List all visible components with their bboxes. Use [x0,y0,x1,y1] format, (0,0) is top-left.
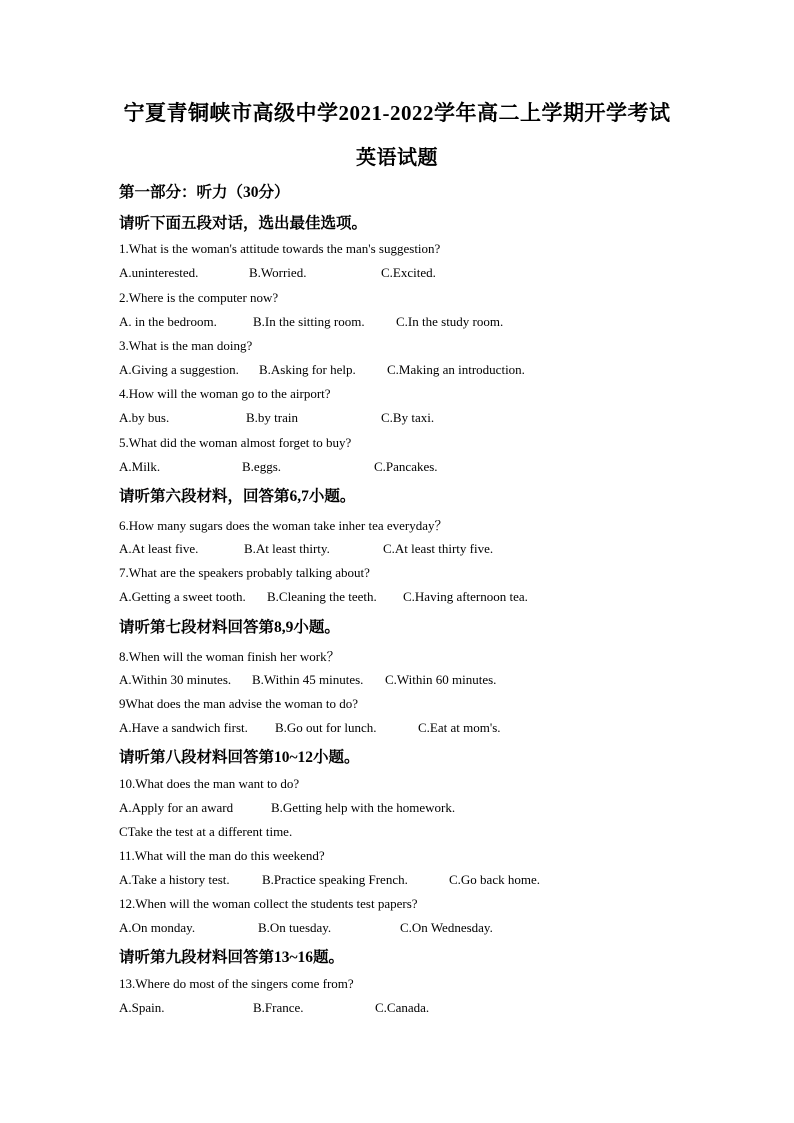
question-11-option-c: C.Go back home. [449,872,540,887]
question-6: 6.How many sugars does the woman take inher tea everyday？ [119,518,448,533]
question-7-option-b: B.Cleaning the teeth. [267,589,377,604]
question-10-option-c: CTake the test at a different time. [119,824,293,839]
question-13: 13.Where do most of the singers come from? [119,976,354,991]
question-8: 8.When will the woman finish her work？ [119,649,340,664]
question-8-option-c: C.Within 60 minutes. [385,672,497,687]
question-6-option-a: A.At least five. [119,541,199,556]
question-7: 7.What are the speakers probably talking about? [119,565,370,580]
question-3-option-b: B.Asking for help. [259,362,356,377]
question-5-option-b: B.eggs. [242,459,281,474]
question-11-option-b: B.Practice speaking French. [262,872,408,887]
question-13-option-a: A.Spain. [119,1000,165,1015]
question-7-option-c: C.Having afternoon tea. [403,589,528,604]
question-6-option-b: B.At least thirty. [244,541,330,556]
question-8-option-a: A.Within 30 minutes. [119,672,232,687]
question-13-option-b: B.France. [253,1000,304,1015]
question-11-option-a: A.Take a history test. [119,872,230,887]
question-2-option-b: B.In the sitting room. [253,314,365,329]
part-heading: 第一部分：听力（30分） [119,184,290,201]
question-9: 9What does the man advise the woman to do? [119,696,358,711]
question-4-option-a: A.by bus. [119,410,170,425]
question-10: 10.What does the man want to do? [119,776,300,791]
question-4: 4.How will the woman go to the airport? [119,386,331,401]
question-1-option-c: C.Excited. [381,265,436,280]
question-7-option-a: A.Getting a sweet tooth. [119,589,246,604]
question-6-option-c: C.At least thirty five. [383,541,494,556]
question-10-option-a: A.Apply for an award [119,800,234,815]
section-instruction: 请听第七段材料回答第8,9小题。 [119,619,340,636]
question-3-option-a: A.Giving a suggestion. [119,362,239,377]
question-9-option-a: A.Have a sandwich first. [119,720,248,735]
question-1-option-b: B.Worried. [249,265,307,280]
question-8-option-b: B.Within 45 minutes. [252,672,364,687]
section-instruction: 请听下面五段对话，选出最佳选项。 [119,215,368,232]
question-9-option-b: B.Go out for lunch. [275,720,377,735]
question-2-option-c: C.In the study room. [396,314,504,329]
section-instruction: 请听第六段材料，回答第6,7小题。 [119,488,356,505]
question-10-option-b: B.Getting help with the homework. [271,800,456,815]
section-instruction: 请听第九段材料回答第13~16题。 [119,949,345,966]
question-1: 1.What is the woman's attitude towards the man's suggestion? [119,241,441,256]
question-4-option-c: C.By taxi. [381,410,435,425]
question-3: 3.What is the man doing? [119,338,253,353]
question-5-option-a: A.Milk. [119,459,161,474]
section-instruction: 请听第八段材料回答第10~12小题。 [119,749,360,766]
question-1-option-a: A.uninterested. [119,265,199,280]
question-5-option-c: C.Pancakes. [374,459,438,474]
question-11: 11.What will the man do this weekend? [119,848,325,863]
question-4-option-b: B.by train [246,410,298,425]
question-2: 2.Where is the computer now? [119,290,279,305]
question-5: 5.What did the woman almost forget to buy? [119,435,352,450]
exam-title: 宁夏青铜峡市高级中学2021-2022学年高二上学期开学考试 [123,101,671,125]
question-13-option-c: C.Canada. [375,1000,430,1015]
question-12-option-a: A.On monday. [119,920,196,935]
question-12-option-c: C.On Wednesday. [400,920,493,935]
exam-subtitle: 英语试题 [356,147,438,169]
question-2-option-a: A. in the bedroom. [119,314,217,329]
question-12-option-b: B.On tuesday. [258,920,332,935]
question-9-option-c: C.Eat at mom's. [418,720,501,735]
question-12: 12.When will the woman collect the students test papers? [119,896,418,911]
question-3-option-c: C.Making an introduction. [387,362,525,377]
